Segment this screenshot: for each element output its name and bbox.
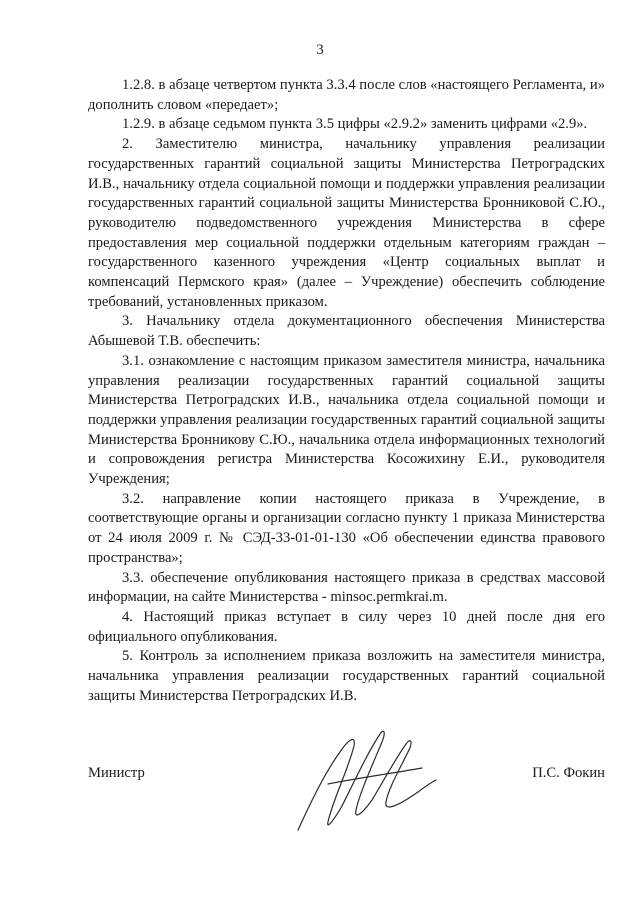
- document-body: [88, 76, 605, 707]
- handwritten-signature: [288, 722, 438, 834]
- signer-title: Министр: [88, 765, 145, 781]
- paragraph-3: 3. Начальнику отдела документационного обеспечения Министерства Абышевой Т.В. обеспечить:: [88, 313, 605, 350]
- signer-name: П.С. Фокин: [532, 765, 605, 781]
- paragraph-1-2-8: 1.2.8. в абзаце четвертом пункта 3.3.4 после слов «настоящего Регламента, и» дополнить словом «передает»;: [88, 77, 605, 113]
- page-number: 3: [316, 42, 324, 58]
- paragraph-4: 4. Настоящий приказ вступает в силу через 10 дней после дня его официального опубликования.: [88, 608, 605, 645]
- paragraph-2: 2. Заместителю министра, начальнику управления реализации государственных гарантий социальной защиты Министерства Петроградских И.В., начальнику отдела социальной помощи и поддержки управления реализации государственных гарантий социальной защиты Министерства Бронниковой С.Ю., руководителю подведомственного учреждения Министерства в сфере предоставления мер социальной поддержки отдельным категориям граждан – государственного казенного учреждения «Центр социальных выплат и компенсаций Пермского края» (далее – Учреждение) обеспечить соблюдение требований, установленных приказом.: [88, 136, 605, 310]
- paragraph-3-3: 3.3. обеспечение опубликования настоящего приказа в средствах массовой информации, на сайте Министерства - minsoc.permkrai.m.: [88, 569, 605, 606]
- paragraph-1-2-9: 1.2.9. в абзаце седьмом пункта 3.5 цифры «2.9.2» заменить цифрами «2.9».: [122, 116, 588, 133]
- paragraph-5: 5. Контроль за исполнением приказа возложить на заместителя министра, начальника управления реализации государственных гарантий социальной защиты Министерства Петроградских И.В.: [88, 648, 605, 704]
- paragraph-3-1: 3.1. ознакомление с настоящим приказом заместителя министра, начальника управления реализации государственных гарантий социальной защиты Министерства Петроградских И.В., начальника отдела социальной помощи и поддержки управления реализации государственных гарантий социальной защиты Министерства Бронникову С.Ю., начальника отдела информационных технологий и сопровождения регистра Министерства Косожихину Е.И., руководителя Учреждения;: [88, 352, 605, 488]
- paragraph-3-2: 3.2. направление копии настоящего приказа в Учреждение, в соответствующие органы и организации согласно пункту 1 приказа Министерства от 24 июля 2009 г. № СЭД-33-01-01-130 «Об обеспечении единства правового пространства»;: [88, 490, 605, 566]
